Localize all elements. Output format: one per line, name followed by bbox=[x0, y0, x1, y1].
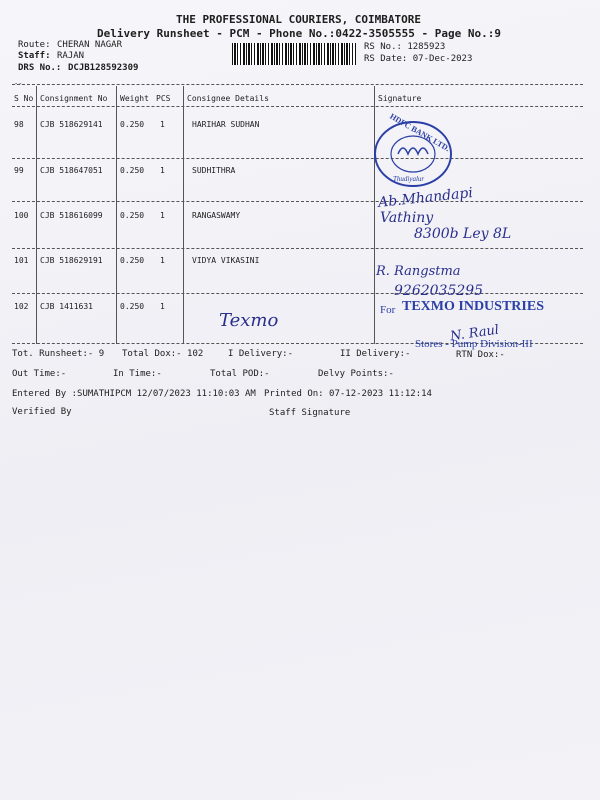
tot-runsheet: Tot. Runsheet:- 9 bbox=[12, 349, 105, 359]
cell-pcs: 1 bbox=[160, 211, 165, 220]
column-line bbox=[183, 86, 184, 344]
verified-by: Verified By bbox=[12, 407, 72, 417]
bank-stamp-name: HDFC BANK LTD. bbox=[388, 111, 452, 154]
col-signature: Signature bbox=[378, 94, 422, 103]
staff-signature: Staff Signature bbox=[269, 408, 351, 418]
cell-weight: 0.250 bbox=[120, 166, 145, 175]
cell-sno: 101 bbox=[14, 256, 29, 265]
company-title: THE PROFESSIONAL COURIERS, COIMBATORE bbox=[176, 13, 422, 26]
handwritten-signature: Texmo bbox=[219, 310, 279, 331]
divider bbox=[12, 106, 583, 107]
i-delivery: I Delivery:- bbox=[228, 349, 294, 359]
cell-sno: 98 bbox=[14, 120, 24, 129]
col-consignment: Consignment No bbox=[40, 94, 108, 103]
cell-weight: 0.250 bbox=[120, 256, 145, 265]
route-value: CHERAN NAGAR bbox=[57, 40, 123, 50]
printed-on: Printed On: 07-12-2023 11:12:14 bbox=[264, 389, 432, 399]
total-dox: Total Dox:- 102 bbox=[122, 349, 204, 359]
cell-weight: 0.250 bbox=[120, 211, 145, 220]
cell-sno: 100 bbox=[14, 211, 29, 220]
cell-consignment: CJB 518616099 bbox=[40, 211, 103, 220]
header-mark: -- bbox=[14, 80, 23, 88]
divider bbox=[12, 248, 583, 249]
staff-value: RAJAN bbox=[57, 51, 85, 61]
cell-consignment: CJB 518647051 bbox=[40, 166, 103, 175]
cell-consignee: SUDHITHRA bbox=[192, 166, 236, 175]
handwritten-signature: 9262035295 bbox=[394, 283, 484, 299]
handwritten-signature: Ab.Mhandapi bbox=[377, 185, 474, 211]
rs-date: RS Date: 07-Dec-2023 bbox=[364, 54, 473, 64]
col-sno: S No bbox=[14, 94, 34, 103]
cell-consignment: CJB 518629191 bbox=[40, 256, 103, 265]
cell-consignee: HARIHAR SUDHAN bbox=[192, 120, 260, 129]
cell-consignment: CJB 1411631 bbox=[40, 302, 93, 311]
cell-sno: 99 bbox=[14, 166, 24, 175]
handwritten-signature: N. Raul bbox=[449, 322, 500, 345]
cell-consignment: CJB 518629141 bbox=[40, 120, 103, 129]
total-pod: Total POD:- bbox=[210, 369, 270, 379]
handwritten-signature: 8300b Ley 8L bbox=[414, 226, 512, 242]
ii-delivery: II Delivery:- bbox=[340, 349, 411, 359]
cell-sno: 102 bbox=[14, 302, 29, 311]
texmo-stamp-for: For bbox=[380, 304, 396, 316]
divider bbox=[12, 84, 583, 85]
bank-stamp-place: Thudiyalur bbox=[393, 175, 425, 183]
handwritten-signature: Vathiny bbox=[380, 210, 434, 226]
cell-pcs: 1 bbox=[160, 166, 165, 175]
barcode bbox=[232, 43, 356, 65]
rtn-dox: RTN Dox:- bbox=[456, 350, 505, 360]
col-consignee: Consignee Details bbox=[187, 94, 269, 103]
staff-label: Staff: bbox=[18, 51, 51, 61]
divider bbox=[12, 158, 583, 159]
drs-value: DCJB128592309 bbox=[68, 63, 139, 73]
cell-consignee: VIDYA VIKASINI bbox=[192, 256, 260, 265]
runsheet-title: Delivery Runsheet - PCM - Phone No.:0422-3505555 - Page No.:9 bbox=[97, 27, 501, 40]
cell-weight: 0.250 bbox=[120, 120, 145, 129]
texmo-stamp-name: TEXMO INDUSTRIES bbox=[402, 299, 544, 314]
entered-by: Entered By :SUMATHIPCM 12/07/2023 11:10:03 AM bbox=[12, 389, 256, 399]
in-time: In Time:- bbox=[113, 369, 162, 379]
out-time: Out Time:- bbox=[12, 369, 67, 379]
texmo-stamp-division: Stores - Pump Division-III bbox=[415, 338, 533, 350]
delvy-points: Delvy Points:- bbox=[318, 369, 394, 379]
drs-label: DRS No.: bbox=[18, 63, 62, 73]
cell-weight: 0.250 bbox=[120, 302, 145, 311]
route-label: Route: bbox=[18, 40, 51, 50]
cell-pcs: 1 bbox=[160, 302, 165, 311]
divider bbox=[12, 293, 583, 294]
rs-number: RS No.: 1285923 bbox=[364, 42, 446, 52]
col-pcs: PCS bbox=[156, 94, 171, 103]
column-line bbox=[36, 86, 37, 344]
handwritten-signature: R. Rangstma bbox=[376, 264, 461, 279]
cell-consignee: RANGASWAMY bbox=[192, 211, 241, 220]
cell-pcs: 1 bbox=[160, 120, 165, 129]
col-weight: Weight bbox=[120, 94, 149, 103]
divider bbox=[12, 201, 583, 202]
cell-pcs: 1 bbox=[160, 256, 165, 265]
column-line bbox=[116, 86, 117, 344]
